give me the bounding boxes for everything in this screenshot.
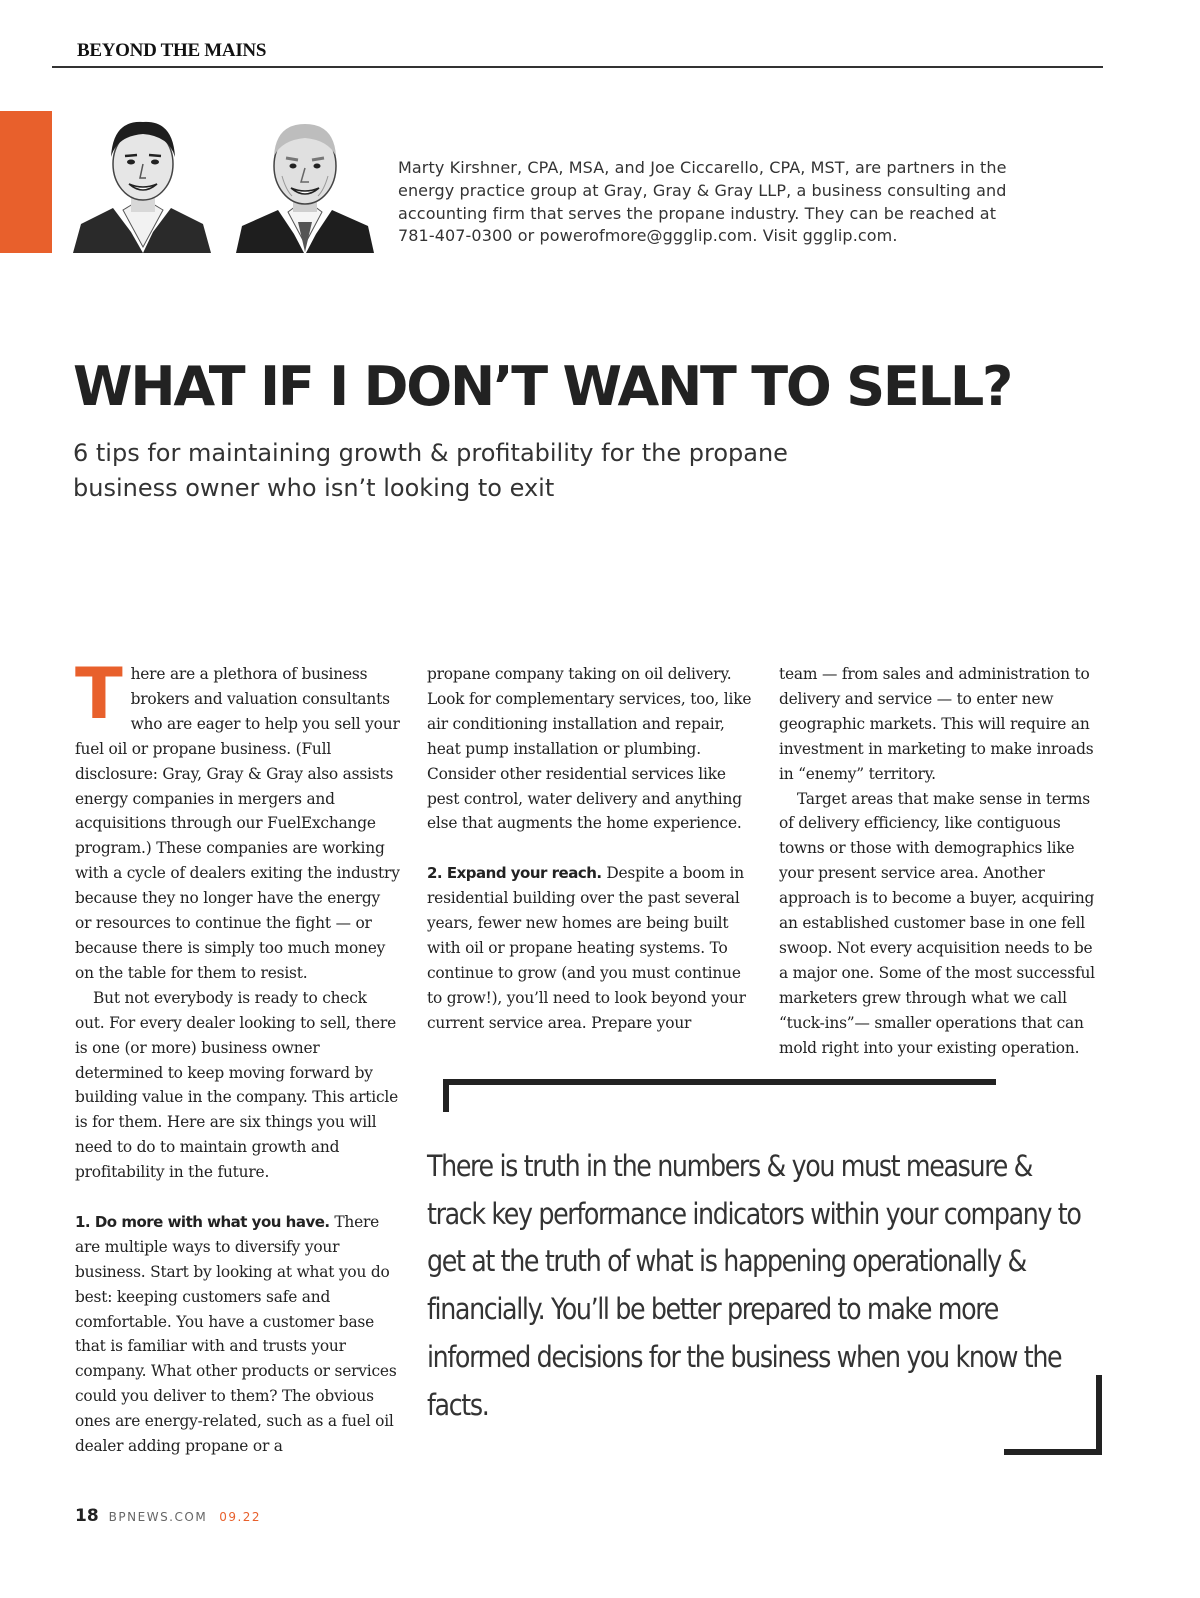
header-rule [52,66,1103,68]
tip-2-heading: 2. Expand your reach. [427,864,602,883]
site-name: BPNEWS.COM [108,1510,208,1524]
intro-paragraph: here are a plethora of business brokers and valuation consultants who are eager to help you sell your fuel oil or propane business. (Full disclosure: Gray, Gray & Gray also assists energy companies in mergers and acquisitions through our FuelExchange program.) These companies are working with a cycle of dealers exiting the industry because they no longer have the energy or resources to continue the fight — or because there is simply too much money on the table for them to resist. [75,665,400,982]
pullquote-bracket-bottom [1004,1449,1102,1455]
page-number: 18 [75,1506,99,1526]
author-bio: Marty Kirshner, CPA, MSA, and Joe Ciccarello, CPA, MST, are partners in the energy practice group at Gray, Gray & Gray LLP, a business consulting and accounting firm that serves the propane industry. They can be reached at 781-407-0300 or powerofmore@ggglip.com. Visit ggglip.com. [398,158,1007,246]
tip-1-body: There are multiple ways to diversify your business. Start by looking at what you do best: keeping customers safe and comfortable. You have a customer base that is familiar with and trusts your company. What other products or services could you deliver to them? The obvious ones are energy-related, such as a fuel oil dealer adding propane or a [75,1212,397,1456]
pullquote-bracket-top-side [443,1079,449,1112]
column-3 [779,662,1104,1061]
column-1 [75,653,400,1459]
paragraph: But not everybody is ready to check out. For every dealer looking to sell, there is one (or more) business owner determined to keep moving forward by building value in the company. This article is for them. Here are six things you will need to do to maintain growth and profitability in the future. [75,988,399,1182]
paragraph: Target areas that make sense in terms of delivery efficiency, like contiguous towns or those with demographics like your present service area. Another approach is to become a buyer, acquiring an established customer base in one fell swoop. Not every acquisition needs to be a major one. Some of the most successful marketers grew through what we call “tuck-ins”— smaller operations that can mold right into your existing operation. [779,789,1095,1057]
drop-cap: T [75,653,123,735]
article-deck: 6 tips for maintaining growth & profitability for the propane business owner who isn’t looking to exit [73,439,788,502]
pullquote-bracket-bottom-side [1096,1375,1102,1455]
issue-date: 09.22 [219,1510,262,1524]
author-portrait-kirshner [73,112,211,253]
pullquote-bracket-top [443,1079,996,1085]
tip-1 [75,1210,400,1459]
paragraph: team — from sales and administration to delivery and service — to enter new geographic markets. This will require an investment in marketing to make inroads in “enemy” territory. [779,665,1094,783]
column-2 [427,662,752,1036]
pull-quote: There is truth in the numbers & you must measure & track key performance indicators within your company to get at the truth of what is happening operationally & financially. You’ll be better prepared to make more informed decisions for the business when you know the facts. [427,1149,1081,1422]
section-label: BEYOND THE MAINS [77,40,267,61]
page-footer [75,1506,261,1526]
tip-2-body: Despite a boom in residential building over the past several years, fewer new homes are being built with oil or propane heating systems. To continue to grow (and you must continue to grow!), you’ll need to look beyond your current service area. Prepare your [427,864,746,1032]
paragraph: propane company taking on oil delivery. Look for complementary services, too, like air conditioning installation and repair, heat pump installation or plumbing. Consider other residential services like pest control, water delivery and anything else that augments the home experience. [427,665,752,833]
tip-1-heading: 1. Do more with what you have. [75,1212,330,1231]
article-headline: WHAT IF I DON’T WANT TO SELL? [73,355,1012,418]
accent-bar [0,111,52,253]
author-portrait-ciccarello [236,112,374,253]
tip-2 [427,861,752,1035]
